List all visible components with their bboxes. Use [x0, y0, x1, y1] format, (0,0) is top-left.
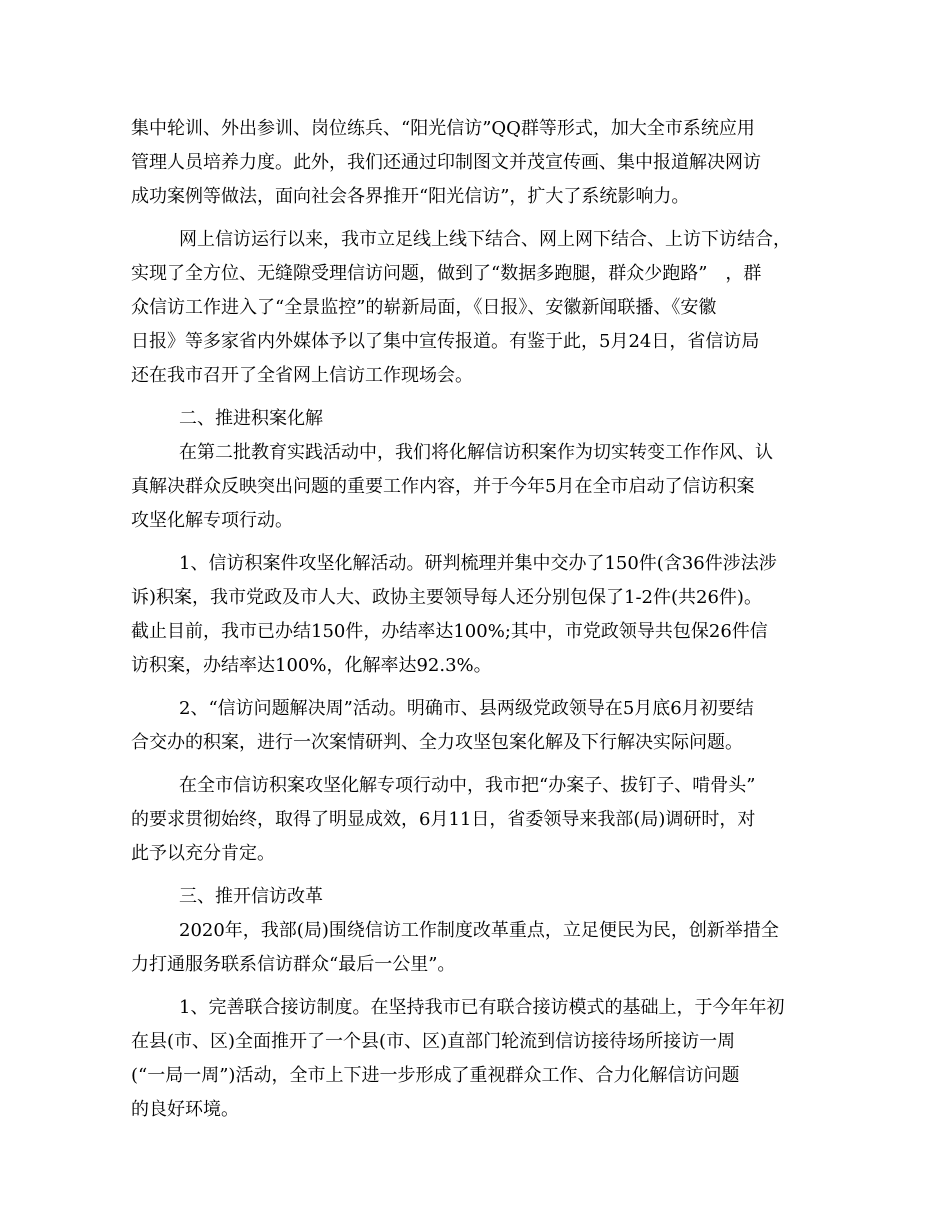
body-line: 真解决群众反映突出问题的重要工作内容，并于今年5月在全市启动了信访积案: [131, 476, 755, 497]
body-line: 在第二批教育实践活动中，我们将化解信访积案作为切实转变工作作风、认: [179, 442, 773, 463]
body-line: 网上信访运行以来，我市立足线上线下结合、网上网下结合、上访下访结合，: [179, 229, 791, 250]
body-line: 的良好环境。: [131, 1099, 239, 1120]
body-line: 在县(市、区)全面推开了一个县(市、区)直部门轮流到信访接待场所接访一周: [131, 1031, 736, 1052]
body-line: 力打通服务联系信访群众“最后一公里”。: [131, 954, 456, 975]
body-line: 在全市信访积案攻坚化解专项行动中，我市把“办案子、拔钉子、啃骨头”: [179, 775, 756, 796]
body-line: 访积案，办结率达100%，化解率达92.3%。: [131, 655, 492, 676]
body-line: 1、完善联合接访制度。在坚持我市已有联合接访模式的基础上，于今年年初: [179, 997, 785, 1018]
body-line: (“一局一周”)活动，全市上下进一步形成了重视群众工作、合力化解信访问题: [131, 1065, 740, 1086]
body-line: 合交办的积案，进行一次案情研判、全力攻坚包案化解及下行解决实际问题。: [131, 732, 743, 753]
body-line: 日报》等多家省内外媒体予以了集中宣传报道。有鉴于此，5月24日，省信访局: [131, 331, 760, 352]
body-line: 截止目前，我市已办结150件，办结率达100%;其中，市党政领导共包保26件信: [131, 621, 768, 642]
body-line: 集中轮训、外出参训、岗位练兵、“阳光信访”QQ群等形式，加大全市系统应用: [131, 118, 755, 139]
body-line: 2、“信访问题解决周”活动。明确市、县两级党政领导在5月底6月初要结: [179, 698, 754, 719]
body-line: 实现了全方位、无缝隙受理信访问题，做到了“数据多跑腿，群众少跑路” ，群: [131, 263, 762, 284]
body-line: 还在我市召开了全省网上信访工作现场会。: [131, 365, 473, 386]
section-heading: 二、推进积案化解: [179, 408, 323, 429]
body-line: 此予以充分肯定。: [131, 843, 275, 864]
section-heading: 三、推开信访改革: [179, 886, 323, 907]
body-line: 众信访工作进入了“全景监控”的崭新局面，《日报》、安徽新闻联播、《安徽: [131, 297, 717, 318]
body-line: 成功案例等做法，面向社会各界推开“阳光信访”，扩大了系统影响力。: [131, 186, 690, 207]
body-line: 诉)积案，我市党政及市人大、政协主要领导每人还分别包保了1-2件(共26件)。: [131, 587, 762, 608]
body-line: 管理人员培养力度。此外，我们还通过印制图文并茂宣传画、集中报道解决网访: [131, 152, 761, 173]
body-line: 2020年，我部(局)围绕信访工作制度改革重点，立足便民为民，创新举措全: [179, 920, 779, 941]
body-line: 攻坚化解专项行动。: [131, 510, 293, 531]
body-line: 1、信访积案件攻坚化解活动。研判梳理并集中交办了150件(含36件涉法涉: [179, 553, 777, 574]
body-line: 的要求贯彻始终，取得了明显成效，6月11日，省委领导来我部(局)调研时，对: [131, 809, 756, 830]
